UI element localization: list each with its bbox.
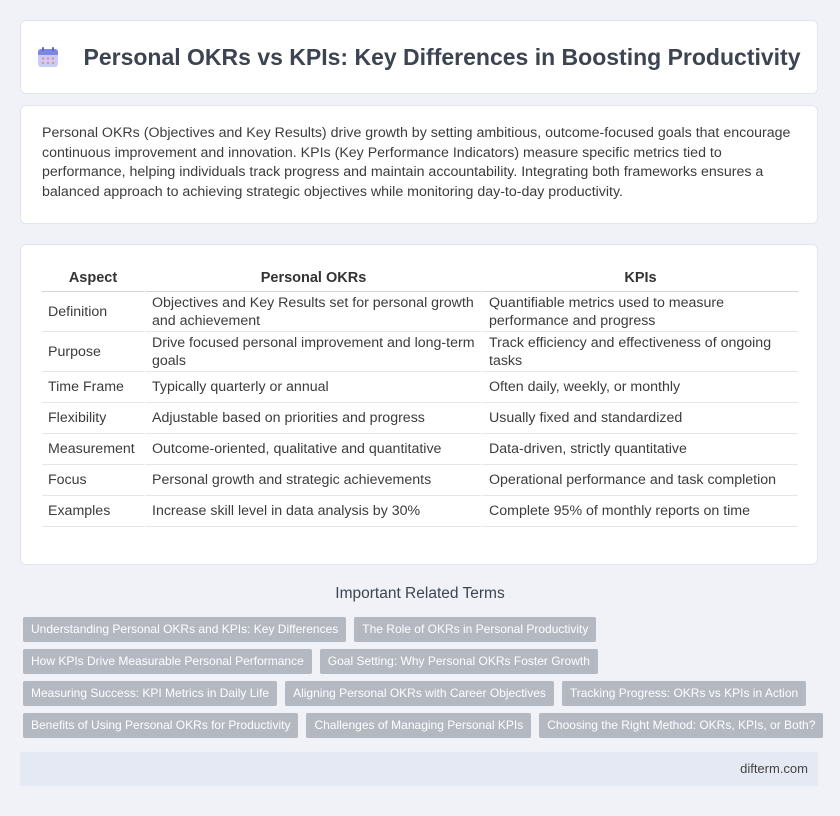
page-title: Personal OKRs vs KPIs: Key Differences in Boosting Productivity [83, 43, 801, 70]
table-row [42, 403, 798, 434]
row-aspect: Examples [42, 496, 144, 527]
related-term-tag[interactable]: Measuring Success: KPI Metrics in Daily Life [23, 681, 277, 706]
related-tags-row [23, 713, 823, 738]
row-okr-value: Typically quarterly or annual [144, 372, 481, 403]
row-okr-value: Objectives and Key Results set for personal growth and achievement [144, 292, 481, 332]
row-kpi-value: Quantifiable metrics used to measure performance and progress [481, 292, 798, 332]
related-terms-title: Important Related Terms [335, 585, 505, 602]
row-aspect: Purpose [42, 332, 144, 372]
comparison-table-card [20, 244, 818, 565]
comparison-table [42, 265, 798, 527]
column-header-kpis: KPIs [481, 265, 798, 292]
row-kpi-value: Data-driven, strictly quantitative [481, 434, 798, 465]
calendar-icon [37, 46, 59, 68]
row-kpi-value: Often daily, weekly, or monthly [481, 372, 798, 403]
row-kpi-value: Usually fixed and standardized [481, 403, 798, 434]
header-card [20, 20, 818, 94]
table-row [42, 434, 798, 465]
row-okr-value: Drive focused personal improvement and long-term goals [144, 332, 481, 372]
row-aspect: Measurement [42, 434, 144, 465]
row-aspect: Focus [42, 465, 144, 496]
related-term-tag[interactable]: Tracking Progress: OKRs vs KPIs in Action [562, 681, 806, 706]
table-row [42, 372, 798, 403]
row-okr-value: Adjustable based on priorities and progress [144, 403, 481, 434]
table-row [42, 465, 798, 496]
related-term-tag[interactable]: Goal Setting: Why Personal OKRs Foster Growth [320, 649, 598, 674]
related-term-tag[interactable]: Understanding Personal OKRs and KPIs: Key Differences [23, 617, 346, 642]
table-header-row [42, 265, 798, 292]
related-term-tag[interactable]: The Role of OKRs in Personal Productivity [354, 617, 596, 642]
row-kpi-value: Operational performance and task completion [481, 465, 798, 496]
footer-bar [20, 752, 818, 786]
row-kpi-value: Complete 95% of monthly reports on time [481, 496, 798, 527]
column-header-okrs: Personal OKRs [144, 265, 481, 292]
intro-card [20, 105, 818, 224]
related-term-tag[interactable]: How KPIs Drive Measurable Personal Performance [23, 649, 312, 674]
column-header-aspect: Aspect [42, 265, 144, 292]
table-row [42, 496, 798, 527]
row-aspect: Flexibility [42, 403, 144, 434]
row-okr-value: Outcome-oriented, qualitative and quantitative [144, 434, 481, 465]
row-aspect: Time Frame [42, 372, 144, 403]
related-tags-row [23, 617, 596, 642]
row-kpi-value: Track efficiency and effectiveness of ongoing tasks [481, 332, 798, 372]
footer-site-link[interactable]: difterm.com [740, 761, 808, 776]
row-okr-value: Increase skill level in data analysis by 30% [144, 496, 481, 527]
related-tags-row [23, 681, 806, 706]
related-term-tag[interactable]: Aligning Personal OKRs with Career Objectives [285, 681, 554, 706]
table-row [42, 292, 798, 332]
related-term-tag[interactable]: Benefits of Using Personal OKRs for Productivity [23, 713, 298, 738]
intro-paragraph: Personal OKRs (Objectives and Key Results) drive growth by setting ambitious, outcome-focused goals that encourage continuous improvement and innovation. KPIs (Key Performance Indicators) measure specific metrics tied to performance, helping individuals track progress and maintain accountability. Integrating both frameworks ensures a balanced approach to achieving strategic objectives while monitoring day-to-day productivity. [42, 125, 791, 200]
table-row [42, 332, 798, 372]
related-term-tag[interactable]: Choosing the Right Method: OKRs, KPIs, or Both? [539, 713, 823, 738]
row-aspect: Definition [42, 292, 144, 332]
related-term-tag[interactable]: Challenges of Managing Personal KPIs [306, 713, 531, 738]
related-tags-row [23, 649, 598, 674]
row-okr-value: Personal growth and strategic achievements [144, 465, 481, 496]
